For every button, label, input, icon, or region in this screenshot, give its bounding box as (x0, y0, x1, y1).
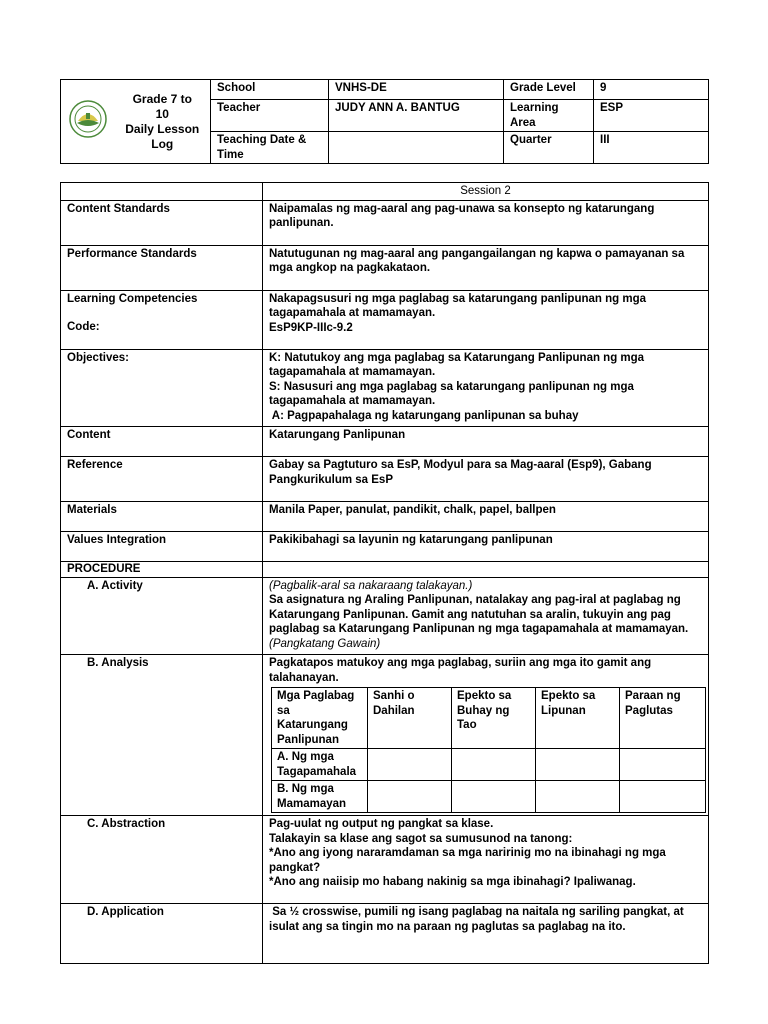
dll-title: Grade 7 to 10 Daily Lesson Log (115, 80, 211, 164)
activity-value: (Pagbalik-aral sa nakaraang talakayan.) Sa asignatura ng Araling Panlipunan, natalakay ang pag-iral at paglabag ng Katarungang Panlipunan. Gamit ang natutuhan sa aralin, tukuyin ang pag paglabag sa Katarungang Panlipunan ng mga tagapamahala at mamamayan. (Pangkatang Gawain) (263, 577, 709, 655)
code-label: Code: (67, 321, 100, 333)
grade-level-value: 9 (594, 80, 709, 100)
teacher-label: Teacher (211, 100, 329, 132)
learning-area-value: ESP (594, 100, 709, 132)
analysis-header-cause: Sanhi o Dahilan (368, 688, 452, 749)
analysis-cell (620, 749, 706, 781)
values-integration-value: Pakikibahagi sa layunin ng katarungang panlipunan (263, 532, 709, 562)
activity-label: A. Activity (61, 577, 263, 655)
learning-competencies-label: Learning Competencies Code: (61, 290, 263, 349)
analysis-cell (452, 781, 536, 813)
teaching-date-value (329, 132, 504, 164)
content-value: Katarungang Panlipunan (263, 427, 709, 457)
analysis-header-effect-life: Epekto sa Buhay ng Tao (452, 688, 536, 749)
analysis-header-solution: Paraan ng Paglutas (620, 688, 706, 749)
analysis-value: Pagkatapos matukoy ang mga paglabag, suriin ang mga ito gamit ang talahanayan. Mga Paglabag sa Katarungang Panlipunan Sanhi o Dahilan Epekto sa Buhay ng Tao Epekto sa Lipunan Paraan ng Paglutas A. Ng mga Tagapamahala B. Ng mga Mamamayan (263, 655, 709, 816)
header-table (60, 79, 709, 164)
teaching-date-label: Teaching Date & Time (211, 132, 329, 164)
application-label: D. Application (61, 904, 263, 964)
analysis-table (271, 687, 706, 813)
lesson-table (60, 182, 709, 964)
procedure-label: PROCEDURE (61, 562, 263, 578)
objective-s: S: Nasusuri ang mga paglabag sa katarungang panlipunan ng mga tagapamahala at mamamayan. (269, 380, 634, 407)
materials-value: Manila Paper, panulat, pandikit, chalk, papel, ballpen (263, 502, 709, 532)
procedure-spacer (263, 562, 709, 578)
learning-competencies-value: Nakapagsusuri ng mga paglabag sa katarungang panlipunan ng mga tagapamahala at mamamayan. EsP9KP-IIIc-9.2 (263, 290, 709, 349)
performance-standards-value: Natutugunan ng mag-aaral ang pangangailangan ng kapwa o pamayanan sa mga angkop na pagkakataon. (263, 245, 709, 290)
content-label: Content (61, 427, 263, 457)
values-integration-label: Values Integration (61, 532, 263, 562)
abstraction-label: C. Abstraction (61, 816, 263, 904)
analysis-row-officials: A. Ng mga Tagapamahala (272, 749, 368, 781)
performance-standards-label: Performance Standards (61, 245, 263, 290)
application-value: Sa ½ crosswise, pumili ng isang paglabag na naitala ng sariling pangkat, at isulat ang sa tingin mo na paraan ng paglutas sa paglabag na ito. (263, 904, 709, 964)
objectives-value (263, 349, 709, 427)
analysis-cell (368, 781, 452, 813)
school-logo-cell (61, 80, 115, 164)
quarter-label: Quarter (504, 132, 594, 164)
analysis-cell (536, 781, 620, 813)
school-value: VNHS-DE (329, 80, 504, 100)
grade-level-label: Grade Level (504, 80, 594, 100)
objective-a: A: Pagpapahalaga ng katarungang panlipunan sa buhay (269, 409, 579, 422)
school-label: School (211, 80, 329, 100)
analysis-row-citizens: B. Ng mga Mamamayan (272, 781, 368, 813)
reference-value: Gabay sa Pagtuturo sa EsP, Modyul para sa Mag-aaral (Esp9), Gabang Pangkurikulum sa EsP (263, 457, 709, 502)
content-standards-value: Naipamalas ng mag-aaral ang pag-unawa sa konsepto ng katarungang panlipunan. (263, 200, 709, 245)
quarter-value: III (594, 132, 709, 164)
objectives-label: Objectives: (61, 349, 263, 427)
analysis-cell (620, 781, 706, 813)
analysis-cell (536, 749, 620, 781)
analysis-label: B. Analysis (61, 655, 263, 816)
session-header: Session 2 (263, 183, 709, 201)
activity-note-2: (Pangkatang Gawain) (269, 637, 381, 650)
reference-label: Reference (61, 457, 263, 502)
session-spacer (61, 183, 263, 201)
analysis-cell (368, 749, 452, 781)
materials-label: Materials (61, 502, 263, 532)
code-value: EsP9KP-IIIc-9.2 (269, 321, 353, 334)
teacher-value: JUDY ANN A. BANTUG (329, 100, 504, 132)
content-standards-label: Content Standards (61, 200, 263, 245)
school-logo-icon (68, 99, 108, 139)
objective-k: K: Natutukoy ang mga paglabag sa Katarungang Panlipunan ng mga tagapamahala at mamamayan. (269, 351, 645, 378)
analysis-header-effect-society: Epekto sa Lipunan (536, 688, 620, 749)
analysis-cell (452, 749, 536, 781)
learning-area-label: Learning Area (504, 100, 594, 132)
analysis-header-violations: Mga Paglabag sa Katarungang Panlipunan (272, 688, 368, 749)
abstraction-value: Pag-uulat ng output ng pangkat sa klase. Talakayin sa klase ang sagot sa sumusunod na tanong: *Ano ang iyong nararamdaman sa mga naririnig mo na ibinahagi ng mga pangkat? *Ano ang naiisip mo habang nakinig sa mga ibinahagi? Ipaliwanag. (263, 816, 709, 904)
activity-note: (Pagbalik-aral sa nakaraang talakayan.) (269, 579, 473, 592)
